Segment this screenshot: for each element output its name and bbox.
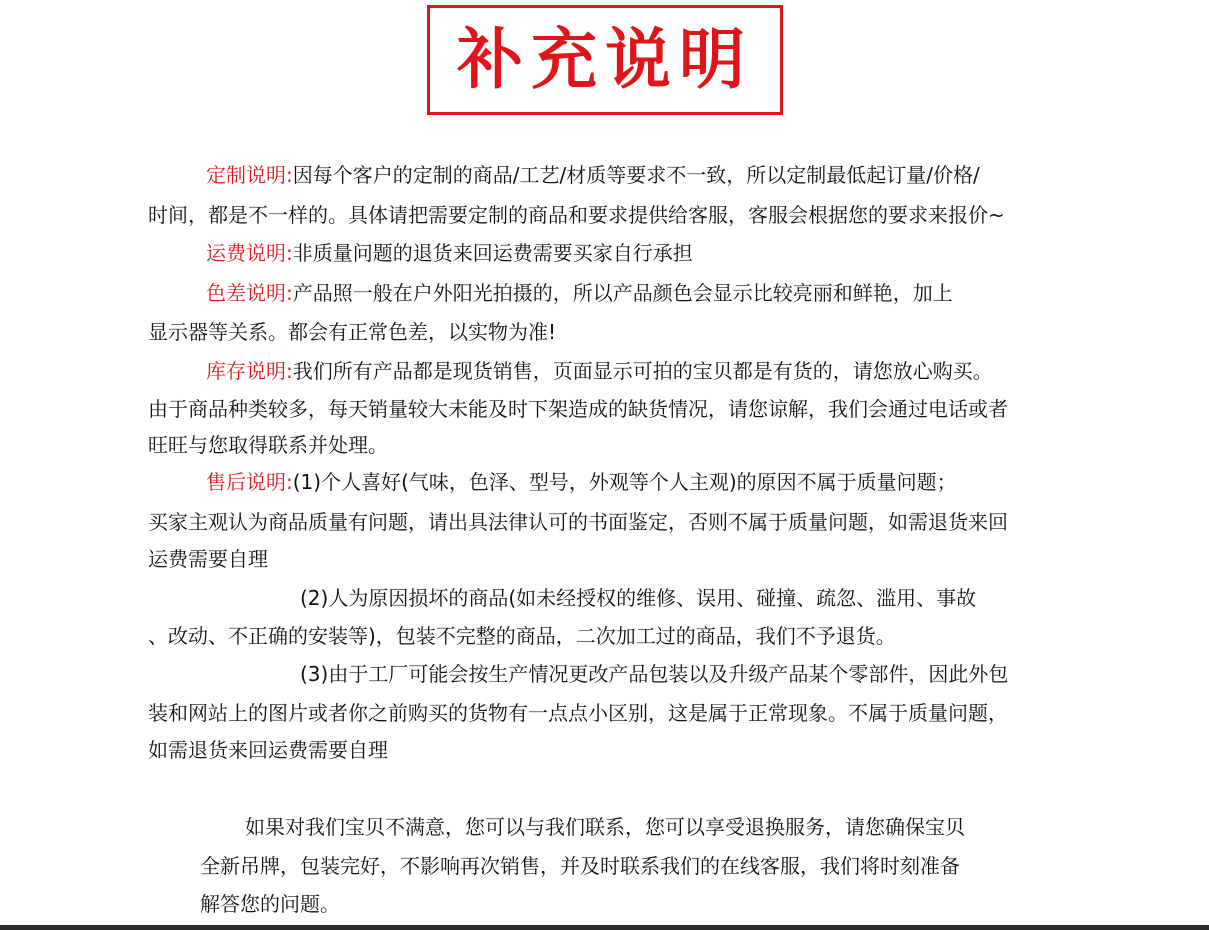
aftersale-line-3: 运费需要自理 <box>148 547 268 571</box>
stock-line-1 <box>206 356 993 386</box>
aftersale-text-1: (1)个人喜好(气味，色泽、型号，外观等个人主观)的原因不属于质量问题； <box>292 470 957 494</box>
bottom-divider <box>0 925 1209 930</box>
stock-label: 库存说明: <box>206 359 293 383</box>
title-box <box>427 5 783 115</box>
aftersale-p3-line-3: 如需退货来回运费需要自理 <box>148 738 388 762</box>
stock-line-3: 旺旺与您取得联系并处理。 <box>148 433 388 457</box>
color-line-1 <box>206 278 953 308</box>
color-label: 色差说明: <box>206 281 293 305</box>
custom-text-1: 因每个客户的定制的商品/工艺/材质等要求不一致，所以定制最低起订量/价格/ <box>292 163 980 187</box>
shipping-text-1: 非质量问题的退货来回运费需要买家自行承担 <box>292 241 693 265</box>
stock-text-1: 我们所有产品都是现货销售，页面显示可拍的宝贝都是有货的，请您放心购买。 <box>292 359 993 383</box>
aftersale-p3-line-2: 装和网站上的图片或者你之前购买的货物有一点点小区别，这是属于正常现象。不属于质量问题， <box>148 701 1008 725</box>
custom-line-2: 时间，都是不一样的。具体请把需要定制的商品和要求提供给客服，客服会根据您的要求来报价~ <box>148 203 1005 227</box>
aftersale-label: 售后说明: <box>206 470 293 494</box>
aftersale-p2-line-1: (2)人为原因损坏的商品(如未经授权的维修、误用、碰撞、疏忽、滥用、事故 <box>300 586 977 610</box>
aftersale-p3-line-1: (3)由于工厂可能会按生产情况更改产品包装以及升级产品某个零部件，因此外包 <box>300 662 1009 686</box>
closing-line-1: 如果对我们宝贝不满意，您可以与我们联系，您可以享受退换服务，请您确保宝贝 <box>245 815 965 839</box>
closing-line-3: 解答您的问题。 <box>200 892 340 916</box>
shipping-line-1 <box>206 238 693 268</box>
color-text-1: 产品照一般在户外阳光拍摄的，所以产品颜色会显示比较亮丽和鲜艳，加上 <box>292 281 953 305</box>
custom-label: 定制说明: <box>206 163 293 187</box>
aftersale-line-2: 买家主观认为商品质量有问题，请出具法律认可的书面鉴定，否则不属于质量问题，如需退货来回 <box>148 510 1008 534</box>
custom-line-1 <box>206 160 980 190</box>
aftersale-line-1 <box>206 467 957 497</box>
color-line-2: 显示器等关系。都会有正常色差，以实物为准! <box>148 320 557 344</box>
stock-line-2: 由于商品种类较多，每天销量较大未能及时下架造成的缺货情况，请您谅解，我们会通过电话或者 <box>148 397 1008 421</box>
shipping-label: 运费说明: <box>206 241 293 265</box>
closing-line-2: 全新吊牌，包装完好，不影响再次销售，并及时联系我们的在线客服，我们将时刻准备 <box>200 854 960 878</box>
aftersale-p2-line-2: 、改动、不正确的安装等)，包装不完整的商品，二次加工过的商品，我们不予退货。 <box>148 624 896 648</box>
page-title: 补充说明 <box>457 21 753 98</box>
